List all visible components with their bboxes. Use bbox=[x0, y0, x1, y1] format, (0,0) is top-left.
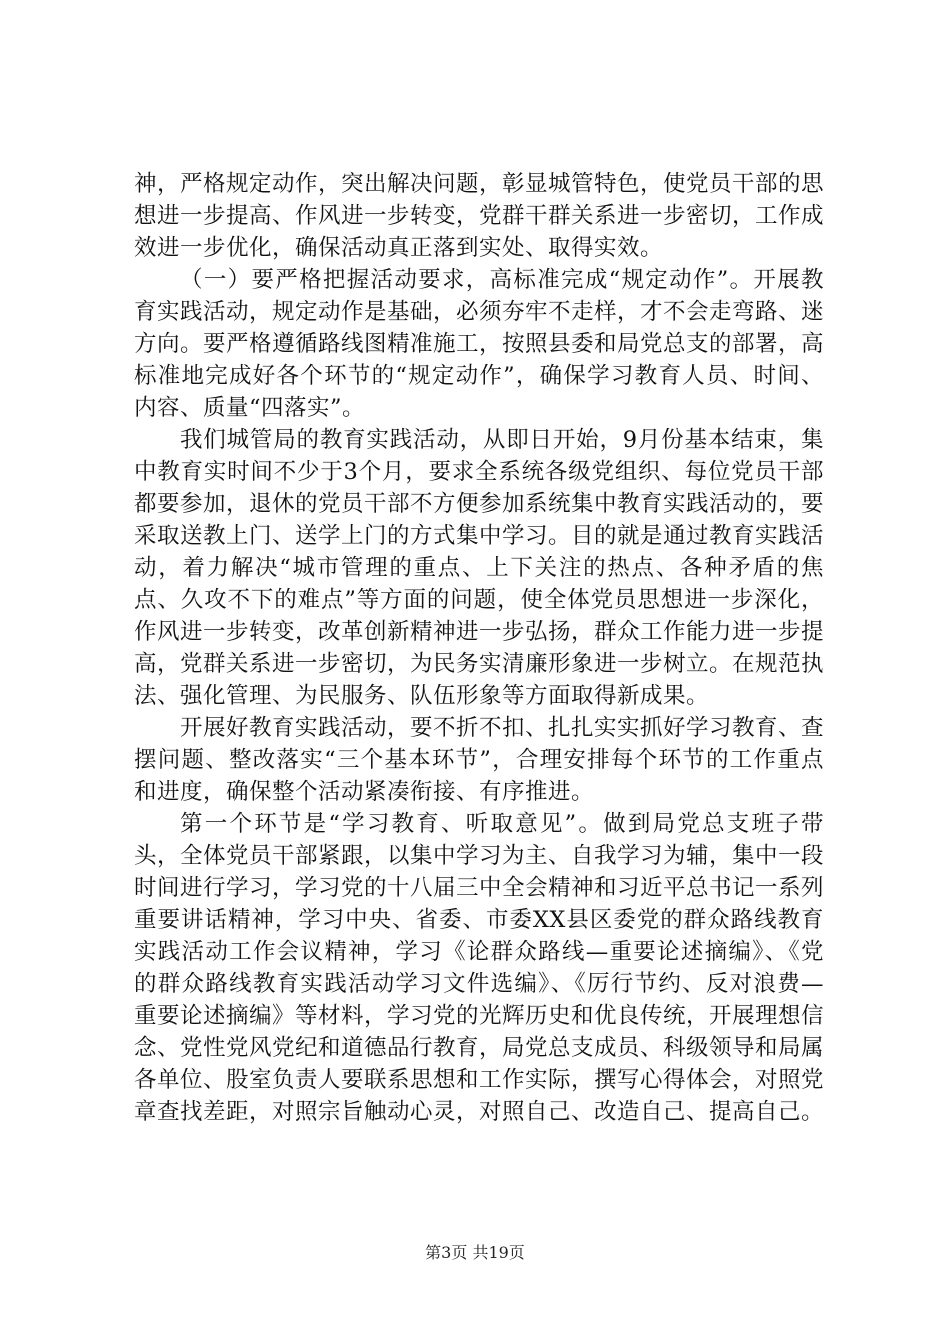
paragraph-three-steps: 开展好教育实践活动，要不折不扣、扎扎实实抓好学习教育、查摆问题、整改落实“三个基本环节”，合理安排每个环节的工作重点和进度，确保整个活动紧凑衔接、有序推进。 bbox=[134, 715, 825, 805]
paragraph-activity-schedule: 我们城管局的教育实践活动，从即日开始，9月份基本结束，集中教育实时间不少于3个月，要求全系统各级党组织、每位党员干部都要参加，退休的党员干部不方便参加系统集中教育实践活动的，要采取送教上门、送学上门的方式集中学习。目的就是通过教育实践活动，着力解决“城市管理的重点、上下关注的热点、各种矛盾的焦点、久攻不下的难点”等方面的问题，使全体党员思想进一步深化，作风进一步转变，改革创新精神进一步弘扬，群众工作能力进一步提高，党群关系进一步密切，为民务实清廉形象进一步树立。在规范执法、强化管理、为民服务、队伍形象等方面取得新成果。 bbox=[134, 427, 825, 709]
paragraph-first-step: 第一个环节是“学习教育、听取意见”。做到局党总支班子带头，全体党员干部紧跟，以集中学习为主、自我学习为辅，集中一段时间进行学习，学习党的十八届三中全会精神和习近平总书记一系列重要讲话精神，学习中央、省委、市委XX县区委党的群众路线教育实践活动工作会议精神，学习《论群众路线—重要论述摘编》、《党的群众路线教育实践活动学习文件选编》、《厉行节约、反对浪费—重要论述摘编》等材料，学习党的光辉历史和优良传统，开展理想信念、党性党风党纪和道德品行教育，局党总支成员、科级领导和局属各单位、股室负责人要联系思想和工作实际，撰写心得体会，对照党章查找差距，对照宗旨触动心灵，对照自己、改造自己、提高自己。 bbox=[134, 811, 825, 1125]
paragraph-continuation: 神，严格规定动作，突出解决问题，彰显城管特色，使党员干部的思想进一步提高、作风进一步转变，党群干群关系进一步密切，工作成效进一步优化，确保活动真正落到实处、取得实效。 bbox=[134, 171, 825, 261]
document-body bbox=[134, 168, 824, 1128]
paragraph-section-one: （一）要严格把握活动要求，高标准完成“规定动作”。开展教育实践活动，规定动作是基础，必须夯牢不走样，才不会走弯路、迷方向。要严格遵循路线图精准施工，按照县委和局党总支的部署，高标准地完成好各个环节的“规定动作”，确保学习教育人员、时间、内容、质量“四落实”。 bbox=[134, 267, 825, 421]
page-number-footer: 第3页 共19页 bbox=[425, 1243, 525, 1262]
